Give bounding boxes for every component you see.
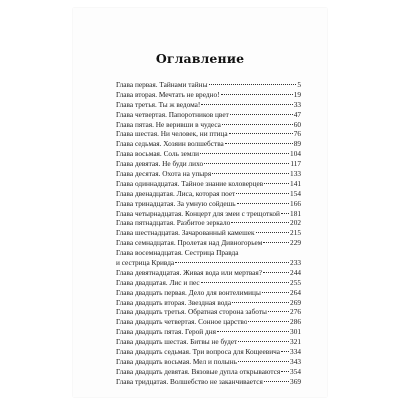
toc-entry	[116, 179, 301, 189]
toc-entry	[116, 120, 301, 130]
toc-leader-dots	[232, 302, 289, 303]
toc-entry-title: Глава двадцать седьмая. Три вопроса для Кощеевича	[116, 347, 281, 357]
toc-entry-title: Глава девятая. Не буди лихо	[116, 159, 204, 169]
toc-entry	[116, 139, 301, 149]
toc-leader-dots	[238, 361, 289, 362]
toc-entry-page: 166	[290, 198, 301, 208]
toc-entry-title: Глава шестая. Ни человек, ни птица	[116, 129, 228, 139]
toc-entry-title: Глава двенадцатая. Лиса, которая поет	[116, 188, 236, 198]
toc-entry-title: Глава двадцатая. Лис и пес	[116, 277, 200, 287]
toc-leader-dots	[221, 94, 293, 95]
toc-entry	[116, 129, 301, 139]
toc-leader-dots	[264, 381, 289, 382]
toc-entry	[116, 357, 301, 367]
toc-entry-title: и сестрица Кривда	[116, 258, 175, 268]
toc-entry-title: Глава третья. Ты ж ведома!	[116, 99, 201, 109]
toc-entry-title: Глава двадцать шестая. Битвы не будет	[116, 337, 238, 347]
toc-entry-title: Глава одиннадцатая. Тайное знание коловерцев	[116, 178, 264, 188]
toc-entry-title: Глава вторая. Мечтать не вредно!	[116, 89, 220, 99]
toc-leader-dots	[263, 272, 289, 273]
toc-entry-page: 343	[290, 356, 301, 366]
toc-entry-page: 264	[290, 287, 301, 297]
toc-entry-page: 104	[290, 149, 301, 159]
toc-entry	[116, 288, 301, 298]
toc-entry-title: Глава четырнадцатая. Концерт для змеи с трещоткой	[116, 208, 280, 218]
toc-leader-dots	[264, 183, 289, 184]
toc-entry-page: 334	[290, 347, 301, 357]
toc-entry	[116, 238, 301, 248]
toc-leader-dots	[222, 124, 293, 125]
toc-leader-dots	[201, 282, 289, 283]
toc-entry	[116, 337, 301, 347]
toc-entry	[116, 218, 301, 228]
toc-leader-dots	[204, 163, 289, 164]
toc-entry-title: Глава седьмая. Хозяин волшебства	[116, 139, 224, 149]
toc-entry-page: 244	[290, 267, 301, 277]
toc-leader-dots	[212, 173, 289, 174]
toc-entry-page: 233	[290, 258, 301, 268]
toc-entry-page: 181	[290, 208, 301, 218]
toc-entry-page: 60	[293, 119, 301, 129]
toc-entry-page: 117	[290, 159, 301, 169]
toc-leader-dots	[262, 292, 289, 293]
toc-entry-page: 154	[290, 188, 301, 198]
toc-leader-dots	[230, 114, 293, 115]
toc-leader-dots	[281, 371, 289, 372]
toc-entry-title: Глава четвертая. Папоротников цвет	[116, 109, 229, 119]
toc-leader-dots	[229, 133, 293, 134]
toc-leader-dots	[217, 331, 289, 332]
toc-entry-title: Глава восемнадцатая. Сестрица Правда	[116, 248, 239, 258]
toc-entry-page: 286	[290, 317, 301, 327]
toc-entry	[116, 80, 301, 90]
toc-entry	[116, 278, 301, 288]
toc-leader-dots	[225, 143, 293, 144]
toc-leader-dots	[231, 222, 289, 223]
toc-entry-page: 76	[293, 129, 301, 139]
toc-entry-title: Глава двадцать четвертая. Сонное царство	[116, 317, 248, 327]
toc-entry-page: 141	[290, 178, 301, 188]
toc-entry	[116, 199, 301, 209]
table-of-contents	[116, 80, 301, 387]
page-title: Оглавление	[155, 51, 245, 66]
toc-leader-dots	[281, 351, 289, 352]
toc-entry-page: 133	[290, 169, 301, 179]
toc-entry-title: Глава пятая. Не веривши в чудеса	[116, 119, 221, 129]
toc-entry-page: 255	[290, 277, 301, 287]
toc-entry-page: 269	[290, 297, 301, 307]
toc-entry-page: 89	[293, 139, 301, 149]
toc-entry-page: 33	[293, 99, 301, 109]
toc-entry-page: 321	[290, 337, 301, 347]
toc-entry-page: 19	[293, 89, 301, 99]
toc-entry-title: Глава тринадцатая. За умную сойдешь	[116, 198, 236, 208]
toc-entry-title: Глава семнадцатая. Пролетая над Дивногорьем	[116, 238, 263, 248]
toc-entry-title: Глава двадцать пятая. Герой дня	[116, 327, 216, 337]
toc-entry	[116, 189, 301, 199]
toc-entry-title: Глава двадцать первая. Дело для вонтелимицы	[116, 287, 261, 297]
toc-leader-dots	[256, 232, 290, 233]
toc-leader-dots	[237, 203, 290, 204]
toc-entry-page: 215	[290, 228, 301, 238]
toc-entry	[116, 248, 301, 258]
toc-entry-page: 202	[290, 218, 301, 228]
toc-leader-dots	[236, 193, 289, 194]
toc-entry	[116, 307, 301, 317]
toc-entry-title: Глава двадцать вторая. Звездная вода	[116, 297, 232, 307]
toc-leader-dots	[201, 104, 292, 105]
toc-entry-title: Глава тридцатая. Волшебство не заканчивается	[116, 376, 263, 386]
toc-entry	[116, 317, 301, 327]
toc-entry	[116, 209, 301, 219]
toc-entry	[116, 149, 301, 159]
toc-entry	[116, 90, 301, 100]
toc-entry-title: Глава девятнадцатая. Живая вода или мертвая?	[116, 267, 263, 277]
toc-entry	[116, 347, 301, 357]
toc-entry-title: Глава двадцать третья. Обратная сторона заботы	[116, 307, 267, 317]
toc-leader-dots	[281, 213, 289, 214]
toc-entry-title: Глава двадцать восьмая. Мел и полынь	[116, 356, 237, 366]
toc-entry-title: Глава десятая. Охота на упыря	[116, 169, 212, 179]
toc-entry	[116, 258, 301, 268]
toc-entry-page: 276	[290, 307, 301, 317]
toc-entry-title: Глава восьмая. Соль земли	[116, 149, 200, 159]
toc-entry	[116, 298, 301, 308]
book-page	[73, 8, 327, 397]
toc-entry-title: Глава шестнадцатая. Зачарованный камешек	[116, 228, 255, 238]
toc-leader-dots	[263, 242, 289, 243]
toc-entry-page: 301	[290, 327, 301, 337]
toc-leader-dots	[268, 311, 289, 312]
toc-entry	[116, 377, 301, 387]
toc-entry-page: 5	[297, 80, 301, 89]
toc-entry	[116, 327, 301, 337]
toc-entry-title: Глава пятнадцатая. Разбитое зеркало	[116, 218, 231, 228]
toc-entry	[116, 100, 301, 110]
toc-leader-dots	[200, 153, 289, 154]
toc-entry-page: 354	[290, 366, 301, 376]
toc-leader-dots	[175, 262, 289, 263]
toc-entry	[116, 110, 301, 120]
toc-entry-title: Глава двадцать девятая. Вязовые дупла открываются	[116, 366, 281, 376]
toc-leader-dots	[209, 84, 297, 85]
toc-entry-page: 229	[290, 238, 301, 248]
toc-entry-page: 47	[293, 109, 301, 119]
toc-entry	[116, 159, 301, 169]
toc-entry-page: 369	[290, 376, 301, 386]
toc-entry-title: Глава первая. Тайнами тайны	[116, 80, 208, 89]
toc-leader-dots	[248, 321, 289, 322]
toc-entry	[116, 169, 301, 179]
toc-entry	[116, 228, 301, 238]
toc-leader-dots	[238, 341, 289, 342]
toc-entry	[116, 367, 301, 377]
toc-entry	[116, 268, 301, 278]
